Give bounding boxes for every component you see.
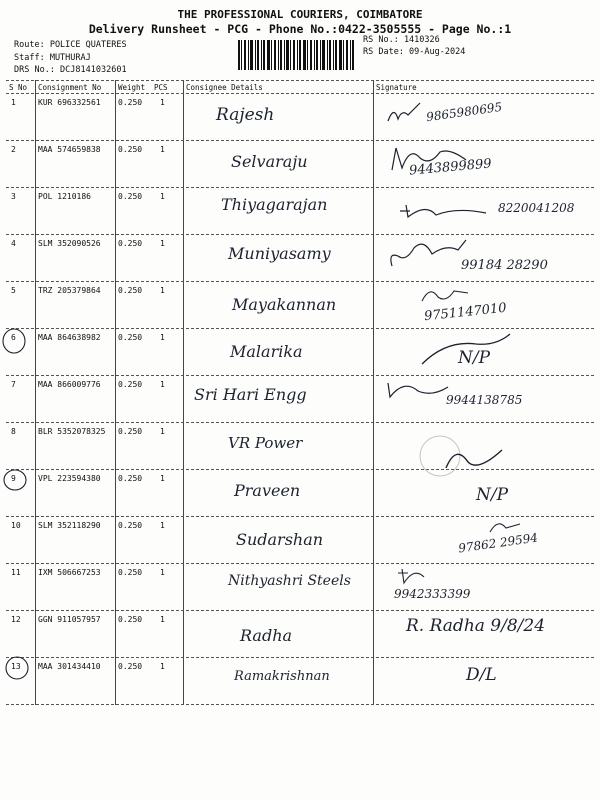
col-sno: S No	[9, 83, 28, 92]
row-sno: 13	[11, 662, 21, 671]
row-sno: 2	[11, 145, 16, 154]
row-pcs: 1	[160, 662, 165, 671]
row-weight: 0.250	[118, 286, 143, 295]
handwritten-signature	[384, 97, 424, 127]
handwritten-signature	[386, 236, 476, 270]
row-sno: 12	[11, 615, 21, 624]
table-row	[6, 659, 594, 706]
row-weight: 0.250	[118, 568, 143, 577]
row-pcs: 1	[160, 286, 165, 295]
row-pcs: 1	[160, 98, 165, 107]
handwritten-signature	[486, 518, 526, 536]
row-weight: 0.250	[118, 98, 143, 107]
row-consignment: GGN 911057957	[38, 615, 101, 624]
row-pcs: 1	[160, 192, 165, 201]
table-row	[6, 424, 594, 471]
row-consignee: Muniyasamy	[228, 244, 331, 263]
row-signature-note: N/P	[476, 485, 509, 505]
row-pcs: 1	[160, 380, 165, 389]
row-weight: 0.250	[118, 380, 143, 389]
col-signature: Signature	[376, 83, 417, 92]
row-weight: 0.250	[118, 239, 143, 248]
row-pcs: 1	[160, 145, 165, 154]
handwritten-signature	[416, 330, 516, 370]
table-row	[6, 283, 594, 330]
row-sno: 7	[11, 380, 16, 389]
table-row	[6, 189, 594, 236]
row-signature-note: R. Radha 9/8/24	[406, 616, 546, 636]
handwritten-signature	[384, 377, 454, 401]
row-pcs: 1	[160, 521, 165, 530]
row-signature-note: 9751147010	[423, 300, 508, 325]
report-title: THE PROFESSIONAL COURIERS, COIMBATORE	[177, 8, 423, 21]
row-signature-note: 99184 28290	[461, 258, 548, 273]
row-pcs: 1	[160, 427, 165, 436]
row-consignee: Radha	[240, 626, 293, 645]
table-row	[6, 95, 594, 142]
row-pcs: 1	[160, 615, 165, 624]
row-pcs: 1	[160, 239, 165, 248]
table-row	[6, 330, 594, 377]
row-pcs: 1	[160, 333, 165, 342]
row-consignment: MAA 574659838	[38, 145, 101, 154]
row-consignment: IXM 506667253	[38, 568, 101, 577]
row-pcs: 1	[160, 568, 165, 577]
row-sno: 11	[11, 568, 21, 577]
row-consignee: Nithyashri Steels	[228, 573, 351, 589]
row-consignment: SLM 352118290	[38, 521, 101, 530]
row-consignee: Ramakrishnan	[234, 669, 330, 684]
row-signature-note: 9942333399	[394, 587, 471, 601]
row-pcs: 1	[160, 474, 165, 483]
row-weight: 0.250	[118, 192, 143, 201]
row-weight: 0.250	[118, 521, 143, 530]
handwritten-circle-mark	[4, 654, 32, 682]
row-sno: 8	[11, 427, 16, 436]
route-label: Route: POLICE QUATERES	[14, 40, 127, 50]
row-signature-note: D/L	[466, 665, 497, 685]
col-weight: Weight	[118, 83, 146, 92]
row-sno: 3	[11, 192, 16, 201]
staff-label: Staff: MUTHURAJ	[14, 53, 91, 63]
row-consignment: BLR 5352078325	[38, 427, 106, 436]
row-consignment: KUR 696332561	[38, 98, 101, 107]
handwritten-signature	[386, 142, 476, 172]
handwritten-signature	[418, 283, 478, 305]
row-weight: 0.250	[118, 615, 143, 624]
handwritten-signature	[394, 565, 434, 587]
row-sno: 9	[11, 474, 16, 483]
table-row	[6, 565, 594, 612]
row-weight: 0.250	[118, 333, 143, 342]
row-consignment: TRZ 205379864	[38, 286, 101, 295]
row-consignee: Praveen	[234, 481, 301, 500]
table-row	[6, 377, 594, 424]
row-sno: 10	[11, 521, 21, 530]
table-row	[6, 471, 594, 518]
row-consignee: Sudarshan	[236, 530, 324, 549]
col-pcs: PCS	[154, 83, 168, 92]
row-signature-note: 9865980695	[425, 99, 503, 125]
drs-number: DRS No.: DCJ8141032601	[14, 65, 127, 75]
row-consignment: POL 1210186	[38, 192, 91, 201]
report-subtitle: Delivery Runsheet - PCG - Phone No.:0422-3505555 - Page No.:1	[88, 22, 512, 36]
col-consignment: Consignment No	[38, 83, 102, 92]
row-sno: 4	[11, 239, 16, 248]
row-consignment: VPL 223594380	[38, 474, 101, 483]
row-consignment: MAA 864638982	[38, 333, 101, 342]
row-signature-note: N/P	[458, 348, 491, 368]
row-consignee: Rajesh	[216, 105, 275, 125]
row-signature-note: 9443899899	[408, 156, 493, 179]
runsheet-table	[6, 80, 594, 710]
barcode	[238, 40, 356, 70]
row-consignee: Sri Hari Engg	[194, 385, 307, 404]
table-row	[6, 236, 594, 283]
table-row	[6, 612, 594, 659]
table-row	[6, 142, 594, 189]
row-consignee: Mayakannan	[232, 295, 337, 314]
rs-date: RS Date: 09-Aug-2024	[363, 47, 466, 57]
row-sno: 1	[11, 98, 16, 107]
rs-number: RS No.: 1410326	[363, 35, 440, 45]
row-sno: 6	[11, 333, 16, 342]
row-consignment: MAA 866009776	[38, 380, 101, 389]
row-consignment: SLM 352090526	[38, 239, 101, 248]
row-signature-note: 97862 29594	[457, 530, 539, 556]
row-weight: 0.250	[118, 474, 143, 483]
row-consignee: Malarika	[230, 342, 303, 361]
row-weight: 0.250	[118, 145, 143, 154]
row-signature-note: 8220041208	[498, 201, 575, 215]
row-weight: 0.250	[118, 662, 143, 671]
table-row	[6, 518, 594, 565]
row-consignee: Selvaraju	[231, 152, 308, 171]
row-signature-note: 9944138785	[446, 393, 523, 407]
row-sno: 5	[11, 286, 16, 295]
handwritten-circle-mark	[0, 326, 30, 356]
handwritten-circle-mark	[2, 467, 30, 493]
row-consignment: MAA 301434410	[38, 662, 101, 671]
row-weight: 0.250	[118, 427, 143, 436]
handwritten-signature	[396, 197, 496, 223]
row-consignee: VR Power	[228, 434, 303, 452]
col-consignee: Consignee Details	[186, 83, 263, 92]
row-consignee: Thiyagarajan	[221, 195, 328, 214]
